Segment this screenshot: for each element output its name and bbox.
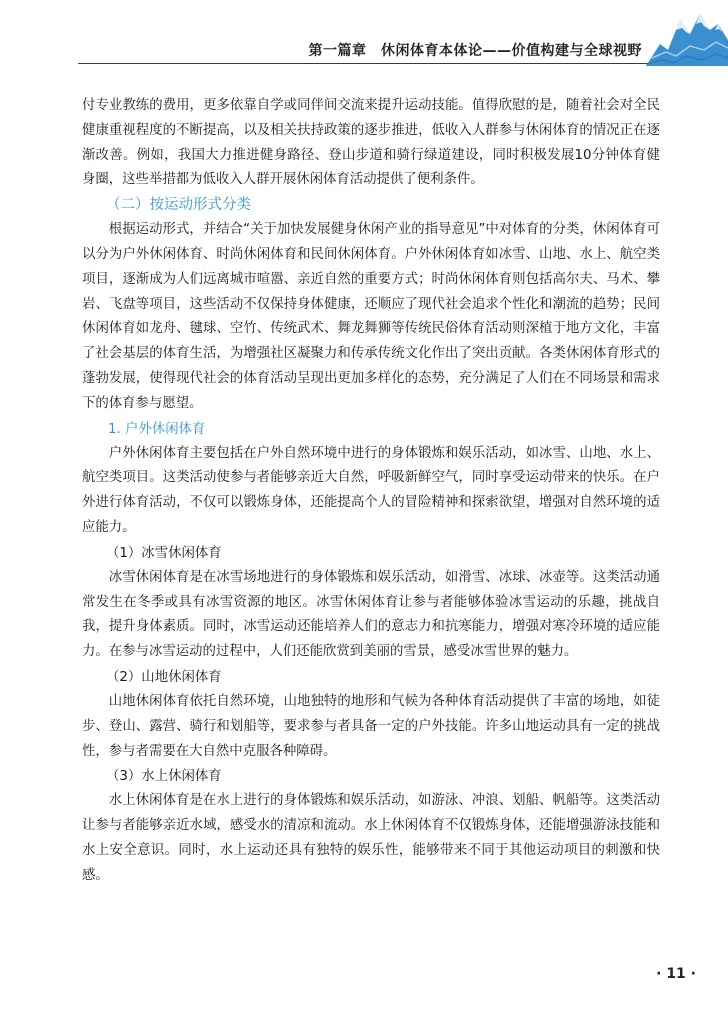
mountain-icon <box>646 6 728 66</box>
paragraph: 根据运动形式，并结合“关于加快发展健身休闲产业的指导意见”中对体育的分类，休闲体育可以分为户外休闲体育、时尚休闲体育和民间休闲体育。户外休闲体育如冰雪、山地、水上、航空类项目，逐渐成为人们远离城市喧嚣、亲近自然的重要方式；时尚休闲体育则包括高尔夫、马术、攀岩、飞盘等项目，这些活动不仅保持身体健康，还顺应了现代社会追求个性化和潮流的趋势；民间休闲体育如龙舟、毽球、空竹、传统武术、舞龙舞狮等传统民俗体育活动则深植于地方文化，丰富了社会基层的体育生活，为增强社区凝聚力和传承传统文化作出了突出贡献。各类休闲体育形式的蓬勃发展，使得现代社会的体育活动呈现出更加多样化的态势，充分满足了人们在不同场景和需求下的体育参与愿望。 <box>82 222 660 411</box>
paragraph: 付专业教练的费用，更多依靠自学或同伴间交流来提升运动技能。值得欣慰的是，随着社会对全民健康重视程度的不断提高，以及相关扶持政策的逐步推进，低收入人群参与休闲体育的情况正在逐渐改善。例如，我国大力推进健身路径、登山步道和骑行绿道建设，同时积极发展10分钟体育健身圈，这些举措都为低收入人群开展休闲体育活动提供了便利条件。 <box>82 98 660 188</box>
paragraph: 户外休闲体育主要包括在户外自然环境中进行的身体锻炼和娱乐活动，如冰雪、山地、水上、航空类项目。这类活动使参与者能够亲近大自然，呼吸新鲜空气，同时享受运动带来的快乐。在户外进行体育活动，不仅可以锻炼身体，还能提高个人的冒险精神和探索欲望，增强对自然环境的适应能力。 <box>82 445 660 535</box>
item-heading-water: （3）水上休闲体育 <box>106 769 222 785</box>
page-number: · 11 · <box>656 966 696 982</box>
paragraph: 山地休闲体育依托自然环境，山地独特的地形和气候为各种体育活动提供了丰富的场地，如徒步、登山、露营、骑行和划船等，要求参与者具备一定的户外技能。许多山地运动具有一定的挑战性，参与者需要在大自然中克服各种障碍。 <box>82 693 660 759</box>
main-text <box>82 94 660 889</box>
header-rule <box>78 63 650 64</box>
item-heading-mountain: （2）山地休闲体育 <box>106 669 222 685</box>
subsection-heading: 1. 户外休闲体育 <box>108 421 206 437</box>
section-heading: （二）按运动形式分类 <box>106 197 251 214</box>
page-header <box>0 0 728 66</box>
item-heading-ice: （1）冰雪休闲体育 <box>106 545 222 561</box>
header-title: 第一篇章 休闲体育本体论——价值构建与全球视野 <box>308 43 642 59</box>
paragraph: 水上休闲体育是在水上进行的身体锻炼和娱乐活动，如游泳、冲浪、划船、帆船等。这类活动让参与者能够亲近水域，感受水的清凉和流动。水上休闲体育不仅锻炼身体，还能增强游泳技能和水上安全意识。同时，水上运动还具有独特的娱乐性，能够带来不同于其他运动项目的刺激和快感。 <box>82 793 660 883</box>
paragraph: 冰雪休闲体育是在冰雪场地进行的身体锻炼和娱乐活动，如滑雪、冰球、冰壶等。这类活动通常发生在冬季或具有冰雪资源的地区。冰雪休闲体育让参与者能够体验冰雪运动的乐趣，挑战自我，提升身体素质。同时，冰雪运动还能培养人们的意志力和抗寒能力，增强对寒冷环境的适应能力。在参与冰雪运动的过程中，人们还能欣赏到美丽的雪景，感受冰雪世界的魅力。 <box>82 569 660 660</box>
